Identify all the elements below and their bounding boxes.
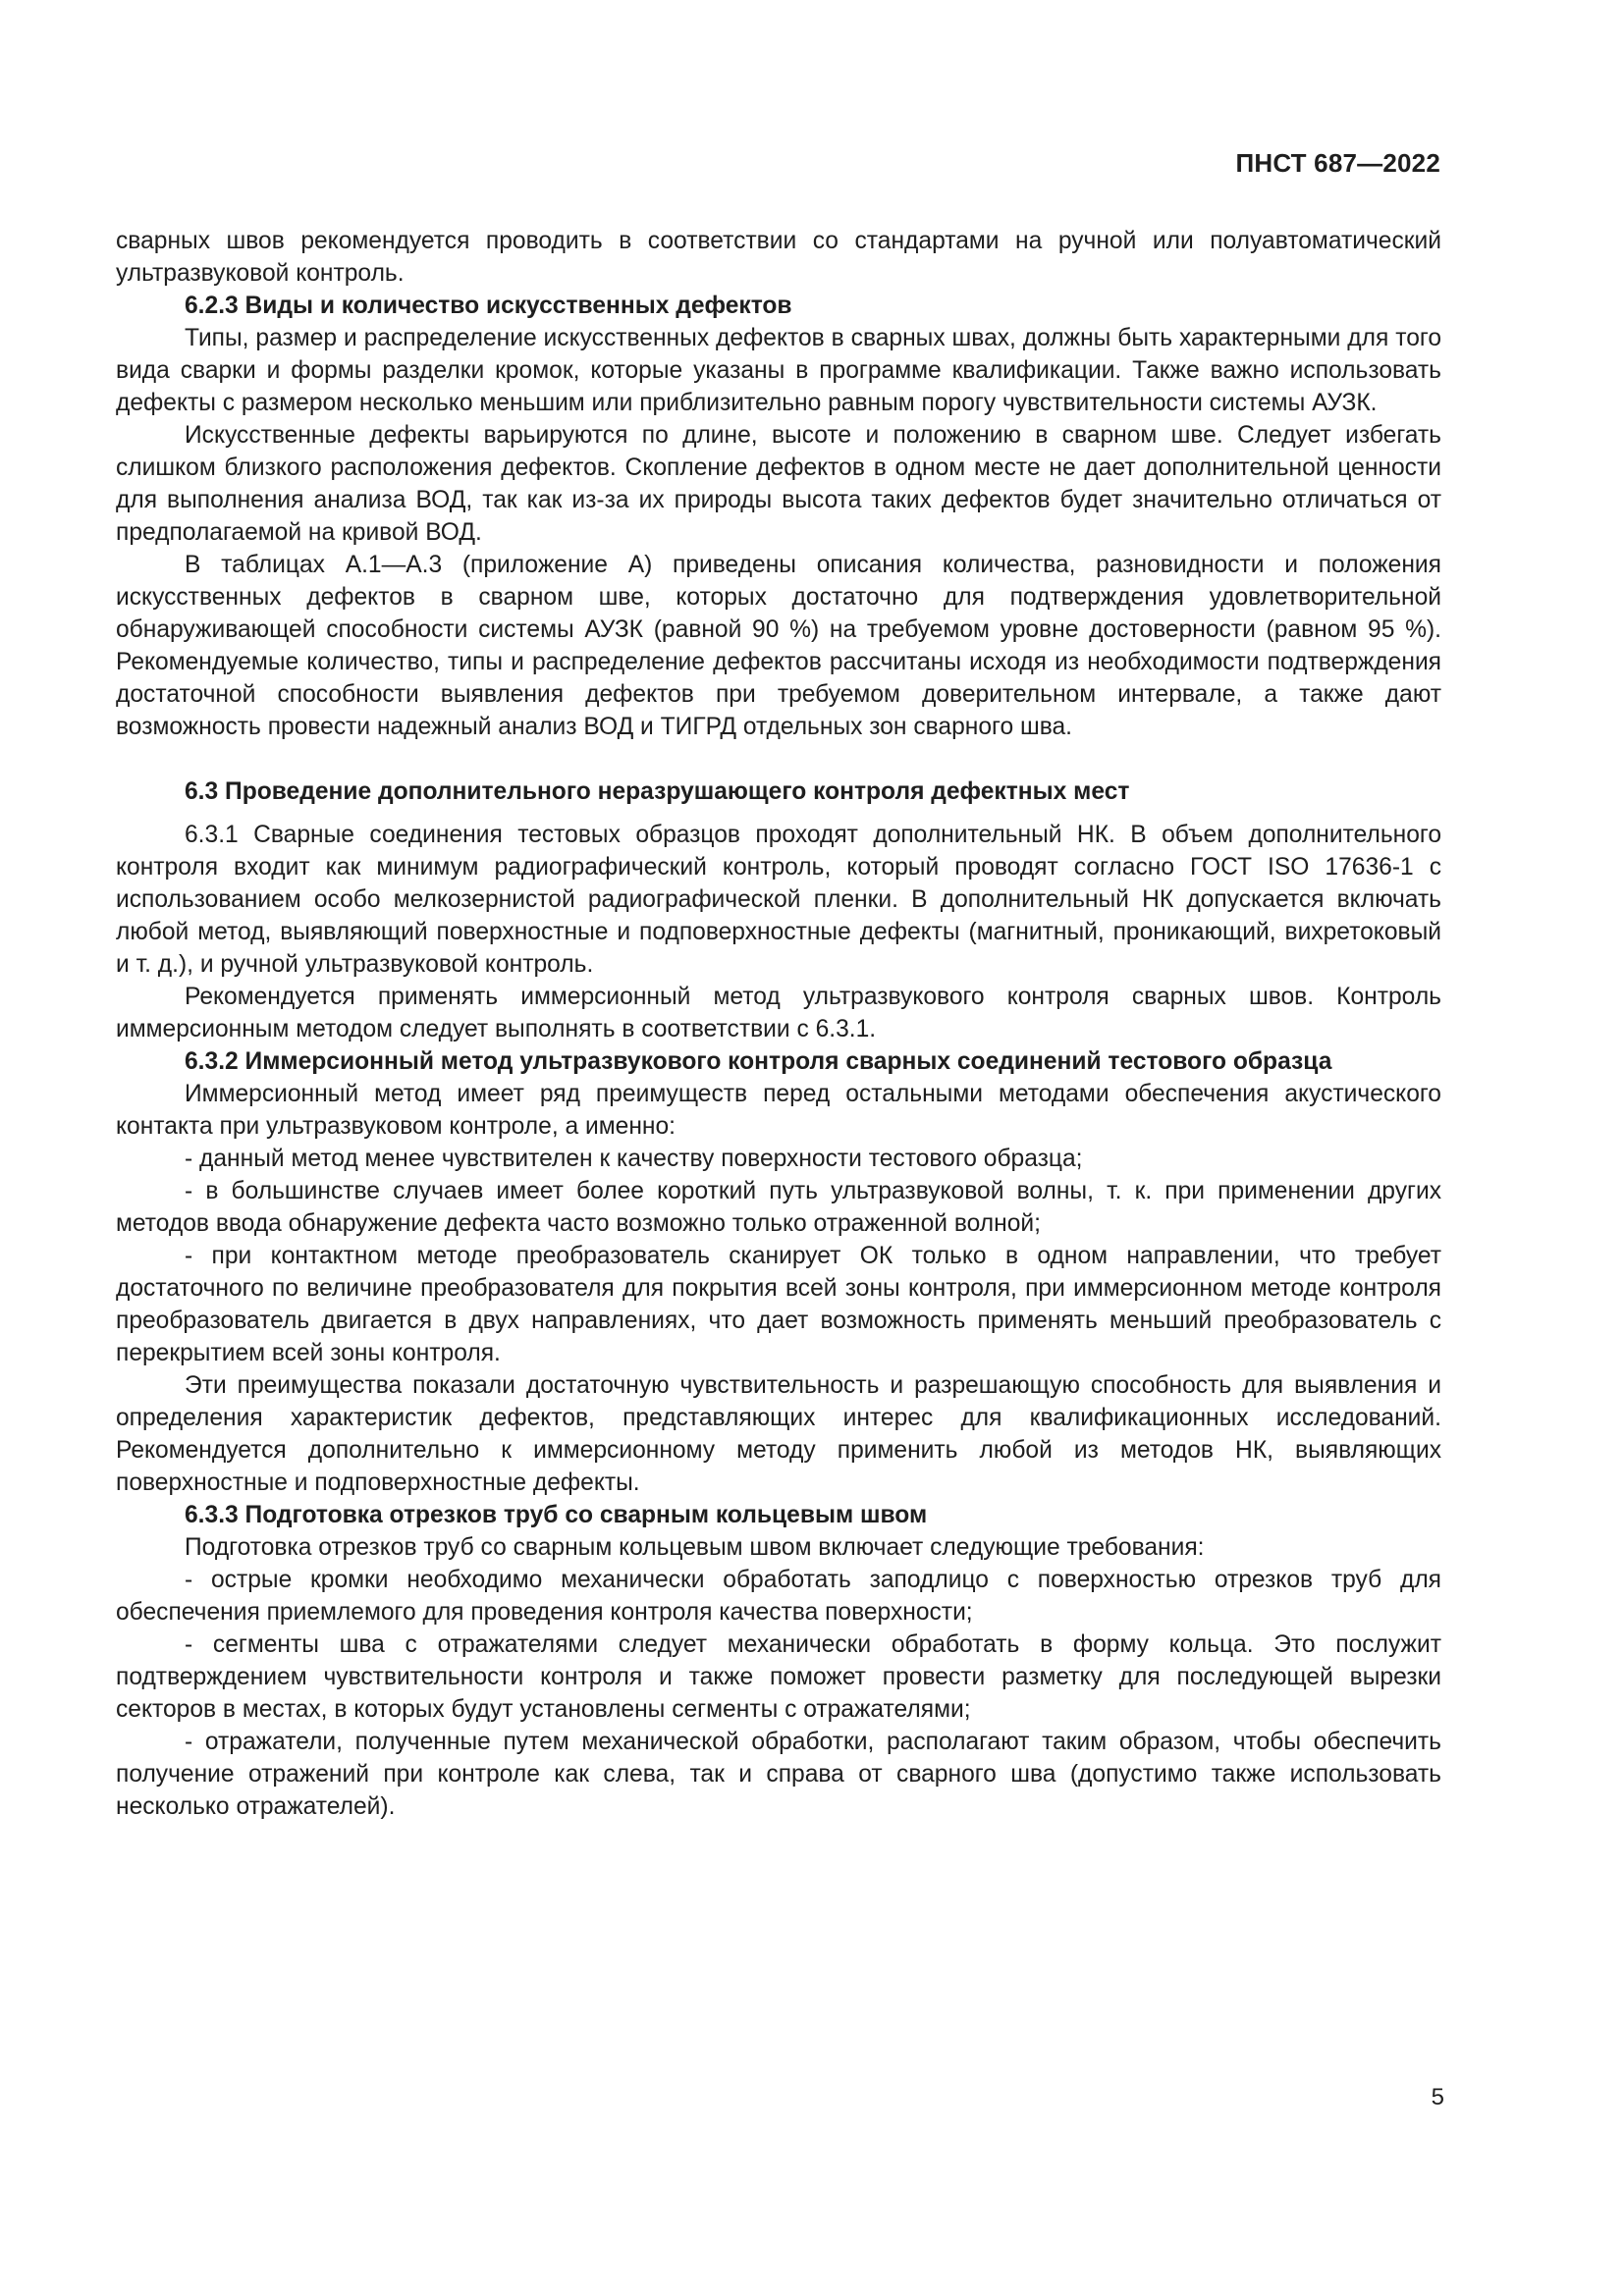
list-item: - сегменты шва с отражателями следует механически обработать в форму кольца. Это послужит подтверждением чувствительности контроля и также поможет провести разметку для последующей вырезки секторов в местах, в которых будут установлены сегменты с отражателями; [116,1631,1441,1723]
list-item: - острые кромки необходимо механически обработать заподлицо с поверхностью отрезков труб для обеспечения приемлемого для проведения контроля качества поверхности; [116,1567,1441,1626]
section-heading-6-3: 6.3 Проведение дополнительного неразрушающего контроля дефектных мест [185,778,1130,805]
section-heading-6-3-3: 6.3.3 Подготовка отрезков труб со сварным кольцевым швом [185,1502,928,1528]
continuation-paragraph: сварных швов рекомендуется проводить в соответствии со стандартами на ручной или полуавтоматический ультразвуковой контроль. [116,228,1441,287]
section-heading-6-2-3: 6.2.3 Виды и количество искусственных дефектов [185,293,792,319]
paragraph: Иммерсионный метод имеет ряд преимуществ перед остальными методами обеспечения акустического контакта при ультразвуковом контроле, а именно: [116,1081,1441,1140]
paragraph: Эти преимущества показали достаточную чувствительность и разрешающую способность для выявления и определения характеристик дефектов, представляющих интерес для квалификационных исследований. Рекомендуется дополнительно к иммерсионному методу применить любой из методов НК, выявляющих поверхностные и подповерхностные дефекты. [116,1372,1441,1496]
list-item: - отражатели, полученные путем механической обработки, располагают таким образом, чтобы обеспечить получение отражений при контроле как слева, так и справа от сварного шва (допустимо также использовать несколько отражателей). [116,1729,1441,1820]
paragraph: 6.3.1 Сварные соединения тестовых образцов проходят дополнительный НК. В объем дополнительного контроля входит как минимум радиографический контроль, который проводят согласно ГОСТ ISO 17636-1 с использованием особо мелкозернистой радиографической пленки. В дополнительный НК допускается включать любой метод, выявляющий поверхностные и подповерхностные дефекты (магнитный, проникающий, вихретоковый и т. д.), и ручной ультразвуковой контроль. [116,822,1441,978]
paragraph: Типы, размер и распределение искусственных дефектов в сварных швах, должны быть характерными для того вида сварки и формы разделки кромок, которые указаны в программе квалификации. Также важно использовать дефекты с размером несколько меньшим или приблизительно равным порогу чувствительности системы АУЗК. [116,325,1441,416]
section-heading-6-3-2: 6.3.2 Иммерсионный метод ультразвукового контроля сварных соединений тестового образца [185,1048,1332,1075]
document-id-header: ПНСТ 687—2022 [1235,148,1440,178]
list-item: - в большинстве случаев имеет более короткий путь ультразвуковой волны, т. к. при применении других методов ввода обнаружение дефекта часто возможно только отраженной волной; [116,1178,1441,1237]
paragraph: Подготовка отрезков труб со сварным кольцевым швом включает следующие требования: [185,1534,1205,1561]
paragraph: Искусственные дефекты варьируются по длине, высоте и положению в сварном шве. Следует избегать слишком близкого расположения дефектов. Скопление дефектов в одном месте не дает дополнительной ценности для выполнения анализа ВОД, так как из-за их природы высота таких дефектов будет значительно отличаться от предполагаемой на кривой ВОД. [116,422,1441,546]
paragraph: В таблицах А.1—А.3 (приложение А) приведены описания количества, разновидности и положения искусственных дефектов в сварном шве, которых достаточно для подтверждения удовлетворительной обнаруживающей способности системы АУЗК (равной 90 %) на требуемом уровне достоверности (равном 95 %). Рекомендуемые количество, типы и распределение дефектов рассчитаны исходя из необходимости подтверждения достаточной способности выявления дефектов при требуемом доверительном интервале, а также дают возможность провести надежный анализ ВОД и ТИГРД отдельных зон сварного шва. [116,552,1441,740]
paragraph: Рекомендуется применять иммерсионный метод ультразвукового контроля сварных швов. Контроль иммерсионным методом следует выполнять в соответствии с 6.3.1. [116,984,1441,1042]
list-item: - данный метод менее чувствителен к качеству поверхности тестового образца; [185,1146,1083,1172]
list-item: - при контактном методе преобразователь сканирует ОК только в одном направлении, что требует достаточного по величине преобразователя для покрытия всей зоны контроля, при иммерсионном методе контроля преобразователь двигается в двух направлениях, что дает возможность применять меньший преобразователь с перекрытием всей зоны контроля. [116,1243,1441,1366]
page-number: 5 [1431,2084,1444,2110]
page-body [116,225,1441,1823]
